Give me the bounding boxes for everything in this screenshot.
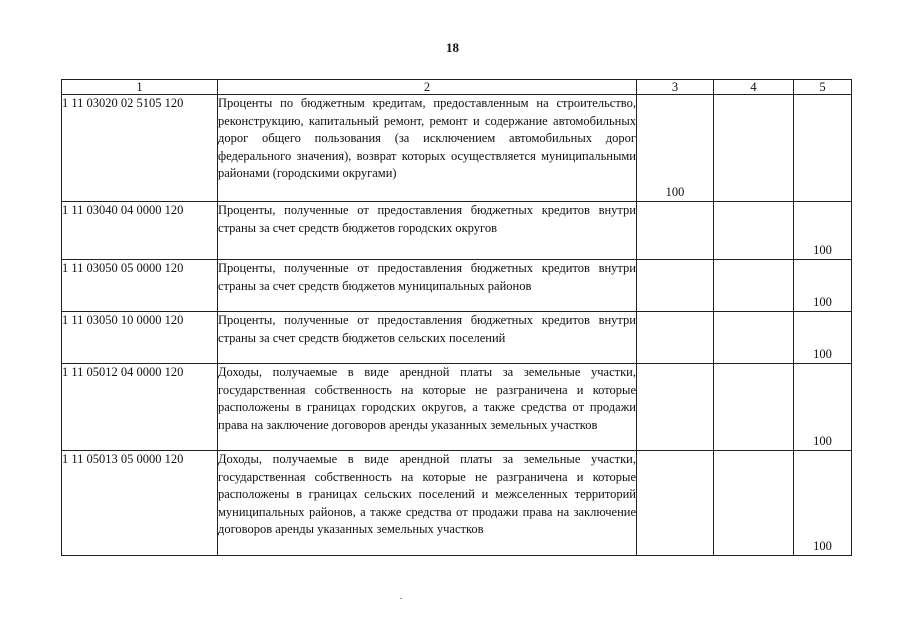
value-col4: [714, 260, 794, 312]
value-col5: 100: [794, 451, 852, 556]
value-col4: [714, 95, 794, 202]
revenue-description: Проценты, полученные от предоставления бюджетных кредитов внутри страны за счет средств бюджетов городских округов: [218, 202, 637, 260]
column-header-4: 4: [714, 80, 794, 95]
value-col3: [637, 260, 714, 312]
value-col5: [794, 95, 852, 202]
budget-code: 1 11 03040 04 0000 120: [62, 202, 218, 260]
budget-code: 1 11 03050 10 0000 120: [62, 312, 218, 364]
budget-code: 1 11 05013 05 0000 120: [62, 451, 218, 556]
header-row: [62, 80, 852, 95]
page-number: 18: [446, 40, 459, 55]
value-col4: [714, 312, 794, 364]
value-col3: [637, 364, 714, 451]
column-header-2: 2: [218, 80, 637, 95]
revenue-description: Проценты, полученные от предоставления бюджетных кредитов внутри страны за счет средств бюджетов сельских поселений: [218, 312, 637, 364]
value-col5: 100: [794, 202, 852, 260]
value-col5: 100: [794, 260, 852, 312]
table-row: [62, 202, 852, 260]
table-row: [62, 95, 852, 202]
value-col4: [714, 202, 794, 260]
table-row: [62, 312, 852, 364]
table-row: [62, 364, 852, 451]
column-header-5: 5: [794, 80, 852, 95]
scan-dot: [400, 598, 402, 599]
budget-code: 1 11 05012 04 0000 120: [62, 364, 218, 451]
value-col3: [637, 451, 714, 556]
value-col4: [714, 451, 794, 556]
table-row: [62, 451, 852, 556]
revenue-description: Доходы, получаемые в виде арендной платы за земельные участки, государственная собственность на которые не разграничена и которые расположены в границах городских округов, а также средства от продажи права на заключение договоров аренды указанных земельных участков: [218, 364, 637, 451]
table-row: [62, 260, 852, 312]
budget-code: 1 11 03050 05 0000 120: [62, 260, 218, 312]
value-col3: 100: [637, 95, 714, 202]
revenue-description: Проценты, полученные от предоставления бюджетных кредитов внутри страны за счет средств бюджетов муниципальных районов: [218, 260, 637, 312]
column-header-1: 1: [62, 80, 218, 95]
revenue-table: [61, 79, 852, 556]
value-col5: 100: [794, 312, 852, 364]
value-col4: [714, 364, 794, 451]
revenue-description: Проценты по бюджетным кредитам, предоставленным на строительство, реконструкцию, капитальный ремонт, ремонт и содержание автомобильных дорог общего пользования (за исключением автомобильных дорог федерального значения), возврат которых осуществляется муниципальными районами (городскими округами): [218, 95, 637, 202]
value-col3: [637, 312, 714, 364]
value-col3: [637, 202, 714, 260]
column-header-3: 3: [637, 80, 714, 95]
budget-code: 1 11 03020 02 5105 120: [62, 95, 218, 202]
revenue-description: Доходы, получаемые в виде арендной платы за земельные участки, государственная собственность на которые не разграничена и которые расположены в границах сельских поселений и межселенных территорий муниципальных районов, а также средства от продажи права на заключение договоров аренды указанных земельных участков: [218, 451, 637, 556]
value-col5: 100: [794, 364, 852, 451]
